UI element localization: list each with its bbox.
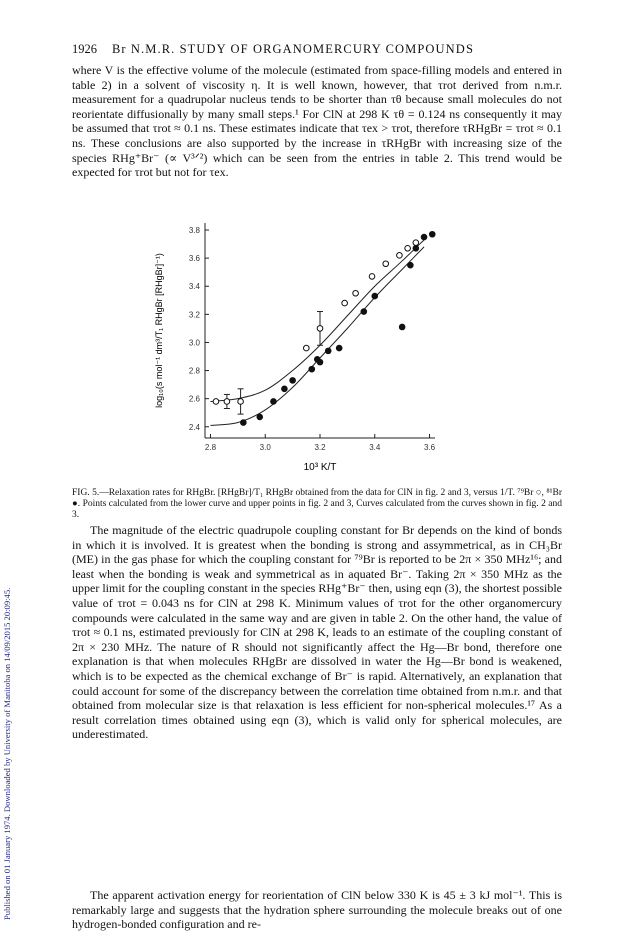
data-point-81br <box>413 245 419 251</box>
data-point-81br <box>290 378 296 384</box>
data-point-79br <box>213 399 219 405</box>
y-tick-label: 3.2 <box>188 310 200 320</box>
data-point-81br <box>429 231 435 237</box>
x-tick-label: 3.4 <box>369 443 381 452</box>
data-point-79br <box>413 240 419 246</box>
y-tick-label: 3.0 <box>188 338 200 348</box>
curve-lower <box>210 247 424 425</box>
data-point-81br <box>309 366 315 372</box>
paragraph-1: where V is the effective volume of the molecule (estimated from space-filling models and entered in table 2) in a solvent of viscosity η. It is well known, however, that τrot derived from n.m.r. measurement for a quadrupolar nucleus tends to be shorter than τθ because small molecules do not reorientate diffusionally by many small steps.¹ For ClN at 298 K τθ = 0.124 ns consequently it may be assumed that τrot ≈ 0.1 ns. These estimates indicate that τex > τrot, therefore τRHgBr = τrot ≈ 0.1 ns. These conclusions are also supported by the increase in τRHgBr with increasing size of the species RHg⁺Br⁻ (∝ V³ᐟ²) which can be seen from the entries in table 2. This trend would be expected for τrot but not for τex. <box>72 63 562 180</box>
x-tick-label: 3.2 <box>314 443 326 452</box>
y-tick-label: 2.8 <box>188 366 200 376</box>
running-title: Br N.M.R. STUDY OF ORGANOMERCURY COMPOUNDS <box>112 42 474 56</box>
paragraph-3: The apparent activation energy for reorientation of ClN below 330 K is 45 ± 3 kJ mol⁻¹. This is remarkably large and suggests that the hydration sphere surrounding the molecule breaks out of one hydrogen-bonded configuration and re- <box>72 888 562 932</box>
data-point-79br <box>369 274 375 280</box>
x-axis-label: 10³ K/T <box>303 462 337 473</box>
chart-curves <box>210 240 424 425</box>
data-point-79br <box>224 399 230 405</box>
data-point-79br <box>383 261 389 267</box>
data-point-79br <box>304 345 310 351</box>
data-point-79br <box>317 326 323 332</box>
data-point-79br <box>342 300 348 306</box>
paragraph-2: The magnitude of the electric quadrupole coupling constant for Br depends on the kind of bonds in which it is involved. It is greatest when the bonding is strong and assymmetrical, as in CH₃Br (ME) in the gas phase for which the coupling constant for ⁷⁹Br is reported to be 2π × 350 MHz¹⁶; and least when the bonding is weak and symmetrical as in aquated Br⁻. Taking 2π × 350 MHz as the upper limit for the coupling constant in the species RHg⁺Br⁻ then, using eqn (3), the shortest possible value of τrot = 0.043 ns for ClN at 298 K. Minimum values of τrot for the other organomercury compounds were calculated in the same way and are given in table 2. On the other hand, the value of τrot ≈ 0.1 ns, estimated previously for ClN at 298 K, leads to an estimate of the coupling constant of 2π × 230 MHz. The nature of R should not significantly affect the Hg—Br bond, therefore one explanation is that when molecules RHgBr are dissolved in water the Hg—Br bond is weakened, which is to be expected as the chemical exchange of Br⁻ is rapid. Alternatively, an explanation that could account for some of the discrepancy between the correlation time obtained from n.m.r. and that obtained from molecular size is that relaxation is less efficient for non-spherical molecules.¹⁷ As a result correlation times obtained using eqn (3), which is valid only for spherical molecules, are underestimated. <box>72 523 562 742</box>
y-tick-label: 2.6 <box>188 394 200 404</box>
data-point-81br <box>421 234 427 240</box>
data-point-81br <box>271 399 277 405</box>
data-point-81br <box>241 420 247 426</box>
x-tick-label: 3.6 <box>423 443 436 452</box>
data-point-81br <box>399 324 405 330</box>
data-point-81br <box>325 348 331 354</box>
figure-caption: FIG. 5.—Relaxation rates for RHgBr. [RHgBr]/T₁ RHgBr obtained from the data for ClN in fig. 2 and 3, versus 1/T. ⁷⁹Br ○, ⁸¹Br ●. Points calculated from the lower curve and upper points in fig. 2 and 3, Curves calculated from the curves shown in fig. 2 and 3. <box>72 488 562 520</box>
x-tick-label: 2.8 <box>204 443 217 452</box>
curve-upper <box>210 240 424 402</box>
data-point-81br <box>257 414 263 420</box>
data-point-79br <box>405 245 411 251</box>
y-tick-label: 3.8 <box>188 226 200 236</box>
data-point-79br <box>238 399 244 405</box>
data-point-81br <box>336 345 342 351</box>
x-tick-label: 3.0 <box>259 443 271 452</box>
page-number: 1926 <box>72 42 97 56</box>
data-point-81br <box>317 359 323 365</box>
figure-5-chart <box>140 215 450 477</box>
y-tick-label: 2.4 <box>188 422 200 432</box>
y-axis-label: log₁₀(s mol⁻¹ dm³/T₁ RHgBr [RHgBr]⁻¹) <box>154 253 164 408</box>
data-point-81br <box>282 386 288 392</box>
y-tick-label: 3.6 <box>188 254 200 264</box>
data-point-79br <box>397 253 403 259</box>
data-point-79br <box>353 290 359 296</box>
data-point-81br <box>408 262 414 268</box>
data-point-81br <box>361 309 367 315</box>
publication-side-note: Published on 01 January 1974. Downloaded by University of Manitoba on 14/09/2015 20:09:45. <box>2 587 12 920</box>
y-tick-label: 3.4 <box>188 282 200 292</box>
data-point-81br <box>372 293 378 299</box>
